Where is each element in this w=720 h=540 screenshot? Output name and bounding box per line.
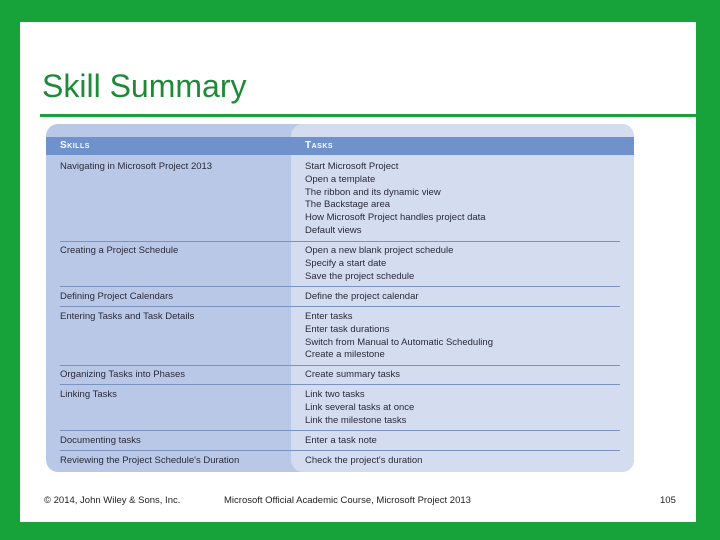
table-row	[60, 161, 620, 242]
table-row	[60, 435, 620, 451]
skill-cell: Linking Tasks	[60, 389, 117, 400]
table-row	[60, 455, 620, 470]
task-item: How Microsoft Project handles project data	[305, 212, 486, 224]
table-header-bar	[46, 137, 634, 155]
task-item: Enter task durations	[305, 323, 390, 335]
tasks-cell	[305, 161, 486, 238]
task-item: Create a milestone	[305, 349, 385, 361]
task-item: Enter a task note	[305, 435, 377, 446]
table-row	[60, 291, 620, 307]
task-item: Open a template	[305, 173, 376, 185]
tasks-cell	[305, 311, 493, 362]
footer-course: Microsoft Official Academic Course, Microsoft Project 2013	[224, 495, 471, 506]
page-number: 105	[660, 495, 676, 506]
task-item: Save the project schedule	[305, 270, 415, 282]
skill-cell: Organizing Tasks into Phases	[60, 369, 185, 380]
task-item: Specify a start date	[305, 257, 387, 269]
slide-title: Skill Summary	[42, 68, 247, 104]
header-skills: Skills	[60, 140, 90, 151]
footer-copyright: © 2014, John Wiley & Sons, Inc.	[44, 495, 181, 506]
task-item: The ribbon and its dynamic view	[305, 186, 441, 198]
task-item: Open a new blank project schedule	[305, 245, 454, 256]
task-item: Default views	[305, 224, 362, 236]
task-item: The Backstage area	[305, 199, 391, 211]
task-item: Enter tasks	[305, 311, 353, 322]
task-item: Create summary tasks	[305, 369, 401, 380]
tasks-cell	[305, 455, 422, 468]
skill-cell: Creating a Project Schedule	[60, 245, 179, 256]
tasks-cell	[305, 291, 419, 304]
tasks-cell	[305, 389, 414, 427]
table-row	[60, 369, 620, 385]
skill-cell: Entering Tasks and Task Details	[60, 311, 195, 322]
skill-cell: Reviewing the Project Schedule's Duration	[60, 455, 240, 466]
slide	[20, 22, 696, 522]
table-row	[60, 389, 620, 431]
tasks-cell	[305, 435, 377, 448]
task-item: Define the project calendar	[305, 291, 419, 302]
skill-cell: Navigating in Microsoft Project 2013	[60, 161, 213, 172]
skill-summary-table	[46, 124, 634, 472]
table-row	[60, 311, 620, 366]
title-rule	[40, 114, 696, 117]
task-item: Link two tasks	[305, 389, 365, 400]
header-tasks: Tasks	[305, 140, 334, 151]
task-item: Link several tasks at once	[305, 401, 415, 413]
tasks-cell	[305, 369, 400, 382]
task-item: Switch from Manual to Automatic Scheduling	[305, 336, 493, 348]
tasks-cell	[305, 245, 453, 283]
task-item: Link the milestone tasks	[305, 414, 407, 426]
table-row	[60, 245, 620, 287]
task-item: Check the project's duration	[305, 455, 423, 466]
skill-cell: Defining Project Calendars	[60, 291, 174, 302]
task-item: Start Microsoft Project	[305, 161, 399, 172]
skill-cell: Documenting tasks	[60, 435, 141, 446]
